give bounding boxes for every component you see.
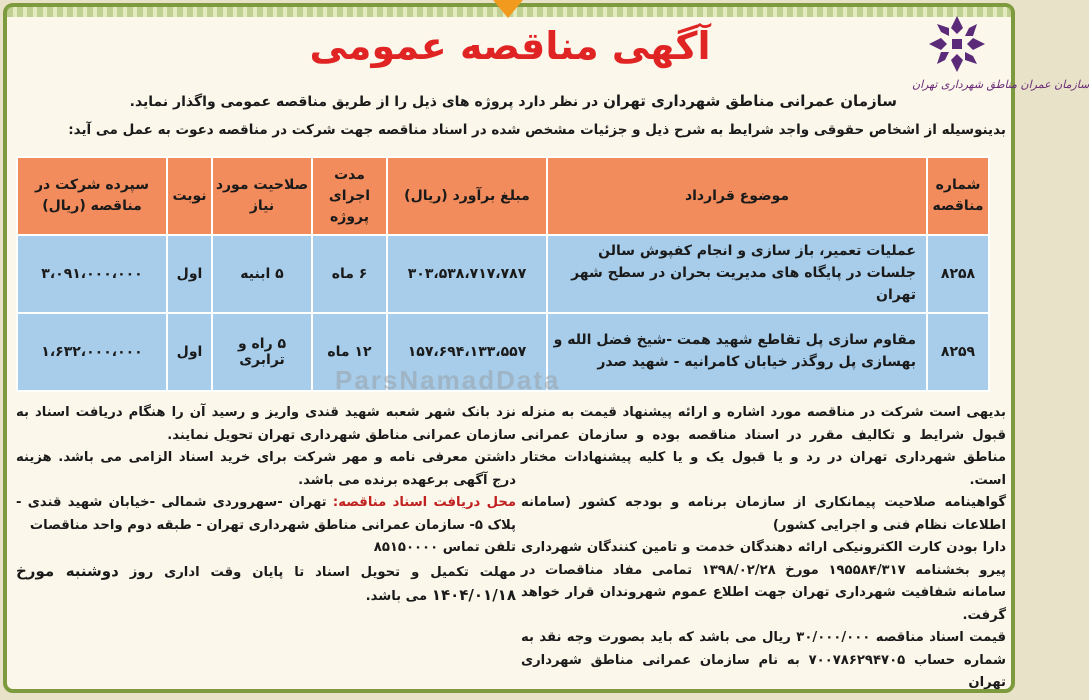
table-row	[17, 235, 989, 313]
condition-paragraph: داشتن معرفی نامه و مهر شرکت برای خرید اسناد الزامی می باشد. هزینه درج آگهی برعهده برنده می باشد.	[16, 450, 516, 488]
deadline-paragraph	[16, 560, 516, 609]
phone-number: تلفن تماس ۸۵۱۵۰۰۰۰	[373, 540, 516, 555]
header-subject: موضوع قرارداد	[547, 157, 927, 235]
deadline-day: دوشنبه مورخ	[16, 561, 119, 580]
cell-turn: اول	[167, 313, 212, 391]
deadline-suffix: می باشد.	[365, 589, 432, 604]
condition-paragraph: بدیهی است شرکت در مناقصه مورد اشاره و ارائه پیشنهاد قیمت به منزله قبول شرایط و تکالیف مقرر در اسناد مناقصه بوده و سازمان عمرانی مناطق شهرداری تهران در رد و یا قبول یک و یا کلیه پیشنهادات مختار است.	[521, 405, 1006, 488]
conditions-left-column	[16, 402, 516, 609]
header-estimate: مبلغ برآورد (ریال)	[387, 157, 547, 235]
cell-number: ۸۲۵۸	[927, 235, 989, 313]
cell-deposit: ۱،۶۳۲،۰۰۰،۰۰۰	[17, 313, 167, 391]
cell-turn: اول	[167, 235, 212, 313]
deadline-date: ۱۴۰۴/۰۱/۱۸	[431, 586, 516, 604]
address-text: تهران -سهروردی شمالی -خیابان شهید قندی - پلاک ۵- سازمان عمرانی مناطق شهرداری تهران - طبقه دوم واحد مناقصات	[16, 495, 516, 533]
cell-subject: مقاوم سازی پل تقاطع شهید همت -شیخ فضل الله و بهسازی پل روگذر خیابان کامرانیه - شهید صدر	[547, 313, 927, 391]
document-price-paragraph: قیمت اسناد مناقصه ۳۰/۰۰۰/۰۰۰ ریال می باشد که باید بصورت وجه نقد به شماره حساب ۷۰۰۷۸۶۲۹۴۷۰۵ به نام سازمان عمرانی مناطق شهرداری تهران	[521, 630, 1007, 690]
cell-duration: ۱۲ ماه	[312, 313, 387, 391]
tender-table	[16, 156, 990, 392]
header-number: شماره مناقصه	[927, 157, 989, 235]
table-header-row	[17, 157, 989, 235]
intro-line	[17, 92, 897, 110]
header-turn: نوبت	[167, 157, 212, 235]
cell-subject: عملیات تعمیر، باز سازی و انجام کفپوش سالن جلسات در پایگاه های مدیریت بحران در سطح شهر تهران	[547, 235, 927, 313]
organization-logo	[912, 14, 1089, 91]
cell-qualification: ۵ راه و ترابری	[212, 313, 312, 391]
cell-estimate: ۱۵۷،۶۹۴،۱۳۳،۵۵۷	[387, 313, 547, 391]
intro-line-2: بدینوسیله از اشخاص حقوقی واجد شرایط به شرح ذیل و جزئیات مشخص شده در اسناد مناقصه جهت شرکت در مناقصه دعوت به عمل می آید:	[68, 122, 1006, 138]
watermark-text: ParsNamadData	[335, 365, 561, 395]
address-paragraph	[16, 492, 516, 537]
cell-deposit: ۳،۰۹۱،۰۰۰،۰۰۰	[17, 235, 167, 313]
condition-paragraph: نزد بانک شهر شعبه شهید قندی واریز و رسید آن را هنگام دریافت اسناد به سازمان عمرانی مناطق شهرداری تهران تحویل نمایند.	[16, 405, 516, 443]
logo-text: سازمان عمران مناطق شهرداری تهران	[912, 78, 1089, 91]
header-duration: مدت اجرای پروژه	[312, 157, 387, 235]
header-qualification: صلاحیت مورد نیاز	[212, 157, 312, 235]
cell-estimate: ۳۰۳،۵۳۸،۷۱۷،۷۸۷	[387, 235, 547, 313]
deadline-prefix: مهلت تکمیل و تحویل اسناد تا پایان وقت اداری روز	[118, 564, 516, 580]
cell-qualification: ۵ ابنیه	[212, 235, 312, 313]
intro-rest: در نظر دارد پروژه های ذیل را از طریق مناقصه عمومی واگذار نماید.	[129, 94, 604, 110]
address-label: محل دریافت اسناد مناقصه:	[332, 495, 517, 510]
header-deposit: سپرده شرکت در مناقصه (ریال)	[17, 157, 167, 235]
cell-duration: ۶ ماه	[312, 235, 387, 313]
cell-number: ۸۲۵۹	[927, 313, 989, 391]
intro-org: سازمان عمرانی مناطق شهرداری تهران	[603, 92, 897, 110]
conditions-right-column	[521, 402, 1006, 695]
page-title: آگهی مناقصه عمومی	[309, 24, 711, 68]
logo-icon	[927, 14, 987, 74]
condition-paragraph: گواهینامه صلاحیت پیمانکاری از سازمان برنامه و بودجه کشور (سامانه اطلاعات نظام فنی و اجرایی کشور)	[521, 495, 1006, 533]
condition-paragraph: دارا بودن کارت الکترونیکی ارائه دهندگان خدمت و تامین کنندگان شهرداری پیرو بخشنامه ۱۹۵۵۸۴/۳۱۷ مورخ ۱۳۹۸/۰۲/۲۸ تمامی مفاد مناقصات در سامانه شفافیت شهرداری تهران جهت اطلاع عموم شهروندان قرار خواهد گرفت.	[521, 540, 1006, 623]
